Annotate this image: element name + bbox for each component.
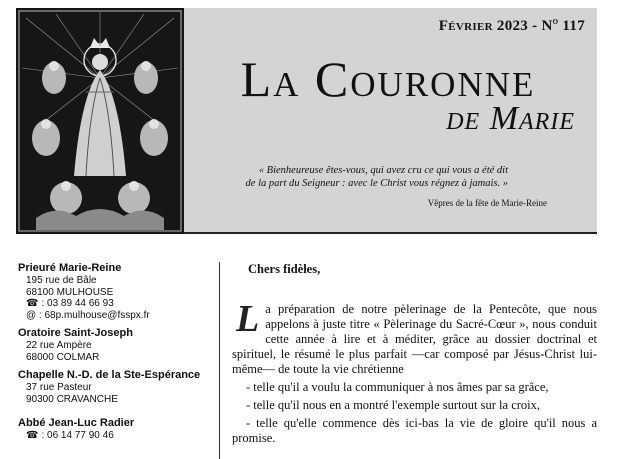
letter-bullet: - telle qu'il nous en a montré l'exemple surtout sur la croix,: [246, 398, 541, 412]
contact-street: 22 rue Ampère: [26, 340, 92, 351]
letter-greeting: Chers fidèles,: [248, 262, 321, 276]
letter-body: [232, 298, 597, 446]
contact-city: 68000 COLMAR: [26, 351, 100, 363]
contact-email[interactable]: @ : 68p.mulhouse@fsspx.fr: [26, 309, 150, 321]
contact-name: Prieuré Marie-Reine: [18, 262, 122, 274]
contact-block-radier: [18, 417, 218, 442]
contact-phone: ☎ : 03 89 44 66 93: [26, 298, 114, 309]
masthead: [16, 8, 597, 234]
contact-name: Oratoire Saint-Joseph: [18, 327, 133, 339]
contact-street: 37 rue Pasteur: [26, 382, 92, 393]
epigraph-line-2: de la part du Seigneur : avec le Christ vous régnez à jamais. »: [245, 178, 508, 189]
contact-name: Chapelle N.-D. de la Ste-Espérance: [18, 369, 201, 381]
contact-city: 90300 CRAVANCHE: [26, 393, 118, 405]
masthead-title: La Couronne: [240, 51, 536, 107]
contact-phone: ☎ : 06 14 77 90 46: [26, 430, 114, 441]
drop-cap: L: [236, 298, 260, 340]
contact-name: Abbé Jean-Luc Radier: [18, 417, 135, 429]
letter-paragraph: a préparation de notre pèlerinage de la Pentecôte, que nous appelons à juste titre « Pèlerinage du Sacré-Cœur », nous conduit cette année à lire et à méditer, grâce au dossier doctrinal et spirituel, le résumé le plus parfait —car composé par Jésus-Christ lui-même— de toute la vie chrétienne: [232, 302, 597, 376]
epigraph-line-1: « Bienheureuse êtes-vous, qui avez cru ce qui vous a été dit: [258, 165, 508, 176]
contact-block-mulhouse: [18, 262, 218, 321]
epigraph-source: Vêpres de la fête de Marie-Reine: [427, 198, 547, 208]
letter-bullet: - telle qu'elle commence dès ici-bas la vie de gloire qu'il nous a promise.: [232, 416, 597, 445]
column-divider: [219, 262, 220, 459]
masthead-subtitle: de Marie: [446, 100, 575, 137]
contact-block-cravanche: [18, 369, 218, 405]
coronation-engraving: [16, 8, 184, 234]
letter-bullet: - telle qu'il a voulu la communiquer à nos âmes par sa grâce,: [246, 380, 549, 394]
telephone-icon: ☎: [26, 430, 39, 441]
epigraph: [192, 164, 508, 190]
issue-date: Février $2023 - N^o$ 117: [438, 16, 585, 34]
telephone-icon: ☎: [26, 298, 39, 309]
contact-street: 195 rue de Bâle: [26, 275, 97, 286]
contact-block-colmar: [18, 327, 218, 363]
contact-city: 68100 MULHOUSE: [26, 286, 114, 298]
contact-sidebar: [18, 262, 218, 448]
